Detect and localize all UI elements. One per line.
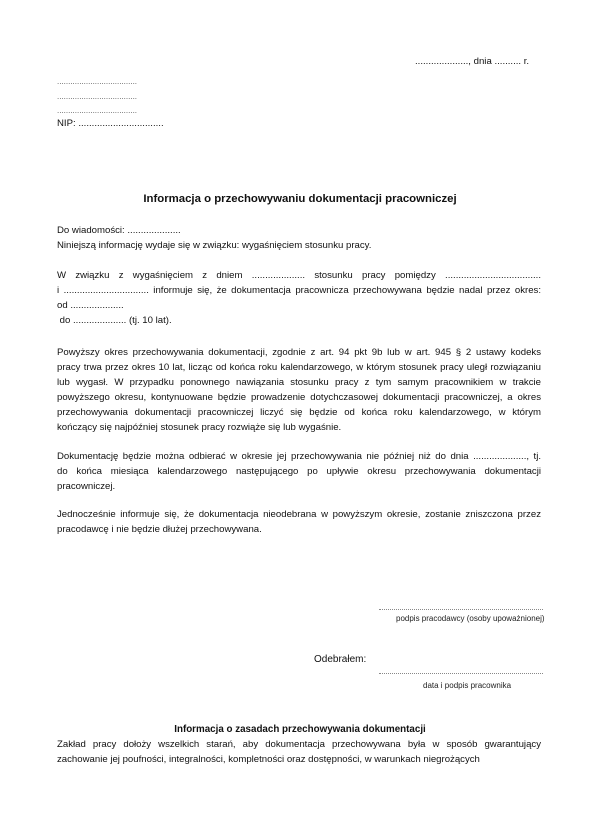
employer-block [57,74,164,130]
reason-line: Niniejszą informację wydaje się w związku: wygaśnięciem stosunku pracy. [57,240,372,251]
employer-line: .................................... [57,92,138,101]
paragraph-line: pracy trwa przez okres 10 lat, licząc od końca roku kalendarzowego, w którym stosunek pracy uległ rozwiązaniu [57,362,541,373]
paragraph-line: Dokumentację będzie można odbierać w okresie jej przechowywania nie później niż do dnia ...................., tj. [57,451,541,462]
employee-signature-caption: data i podpis pracownika [423,681,512,690]
employee-signature-line [379,673,543,674]
paragraph-line: i ................................ informuje się, że dokumentacja pracownicza przechowywana będzie nadal przez okres: [57,285,541,296]
paragraph-line: od .................... [57,300,124,311]
paragraph-line: Jednocześnie informuje się, że dokumentacja nieodebrana w powyższym okresie, zostanie zniszczona przez [57,509,541,520]
paragraph-line: zachowanie jej poufności, integralności, kompletności oraz dostępności, w warunkach niegrożących [57,754,480,765]
paragraph-line: powyższego okresu, kontynuowane będzie prowadzenie dotychczasowej dokumentacji pracowniczej, a okres [57,392,541,403]
employer-signature-caption: podpis pracodawcy (osoby upoważnionej) [396,614,545,623]
recipient-line: Do wiadomości: .................... [57,225,181,236]
paragraph-destruction [57,507,541,537]
paragraph-line: Powyższy okres przechowywania dokumentacji, zgodnie z art. 94 pkt 9b lub w art. 945 § 2 ustawy kodeks [57,347,541,358]
employer-line: .................................... [57,77,138,86]
place-date-field: ...................., dnia .......... r. [415,56,530,67]
paragraph-line: W związku z wygaśnięciem z dniem .................... stosunku pracy pomiędzy .................................... [57,270,541,281]
paragraph-line: do .................... (tj. 10 lat). [57,315,172,326]
document-title: Informacja o przechowywaniu dokumentacji pracowniczej [143,193,457,205]
employer-line: .................................... [57,106,138,115]
paragraph-storage-period [57,345,541,435]
paragraph-storage-rules [57,737,541,767]
nip-field: NIP: ................................ [57,118,164,129]
paragraph-pickup [57,449,541,494]
paragraph-line: do końca miesiąca kalendarzowego następującego po upływie okresu przechowywania dokumentacji [57,466,541,477]
paragraph-line: kończący się najpóźniej stosunek pracy rozwiąże się lub wygaśnie. [57,422,342,433]
paragraph-line: Zakład pracy dołoży wszelkich starań, aby dokumentacja przechowywana była w sposób gwarantujący [57,739,541,750]
employer-signature-line [379,609,543,610]
paragraph-line: przechowywania dokumentacji pracowniczej liczyć się będzie od końca roku kalendarzowego, w którym [57,407,541,418]
paragraph-line: lub wygasł. W przypadku ponownego nawiązania stosunku pracy z tym samym pracownikiem w trakcie [57,377,541,388]
section-title: Informacja o zasadach przechowywania dokumentacji [174,724,426,735]
paragraph-termination [57,268,541,328]
paragraph-line: pracodawcę i nie będzie dłużej przechowywana. [57,524,262,535]
paragraph-line: pracowniczej. [57,481,116,492]
received-label: Odebrałem: [314,654,367,665]
